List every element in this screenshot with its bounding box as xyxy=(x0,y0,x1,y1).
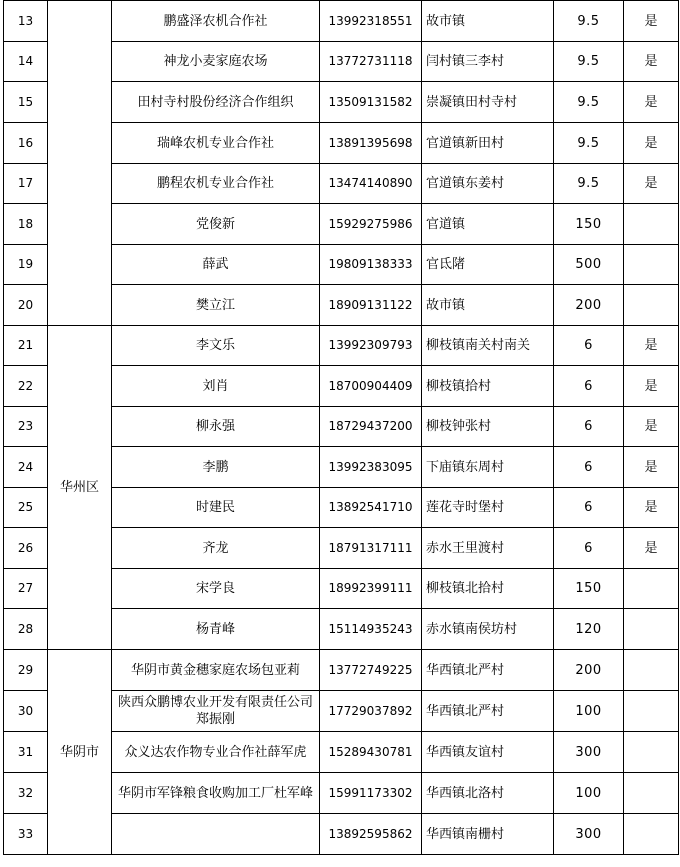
amount-cell: 150 xyxy=(554,569,624,609)
amount-cell: 9.5 xyxy=(554,1,624,42)
town-cell: 崇凝镇田村寺村 xyxy=(422,82,554,123)
town-cell: 华西镇北严村 xyxy=(422,691,554,732)
phone-cell: 13772731118 xyxy=(320,42,422,82)
town-cell: 官氐陼 xyxy=(422,245,554,285)
town-cell: 柳枝镇南关村南关 xyxy=(422,326,554,366)
name-cell: 樊立江 xyxy=(112,285,320,326)
flag-cell xyxy=(624,732,679,773)
row-number-cell: 26 xyxy=(4,528,48,569)
name-cell xyxy=(112,814,320,855)
town-cell: 赤水王里渡村 xyxy=(422,528,554,569)
flag-cell: 是 xyxy=(624,528,679,569)
amount-cell: 9.5 xyxy=(554,123,624,164)
town-cell: 华西镇南栅村 xyxy=(422,814,554,855)
name-cell: 田村寺村股份经济合作组织 xyxy=(112,82,320,123)
amount-cell: 100 xyxy=(554,773,624,814)
table-row xyxy=(4,326,679,366)
row-number-cell: 33 xyxy=(4,814,48,855)
row-number-cell: 24 xyxy=(4,447,48,488)
amount-cell: 300 xyxy=(554,814,624,855)
name-cell: 党俊新 xyxy=(112,204,320,245)
row-number-cell: 29 xyxy=(4,650,48,691)
flag-cell: 是 xyxy=(624,42,679,82)
row-number-cell: 18 xyxy=(4,204,48,245)
row-number-cell: 14 xyxy=(4,42,48,82)
name-cell: 时建民 xyxy=(112,488,320,528)
name-cell: 鹏程农机专业合作社 xyxy=(112,164,320,204)
name-cell: 齐龙 xyxy=(112,528,320,569)
amount-cell: 6 xyxy=(554,528,624,569)
area-cell: 华阴市 xyxy=(48,650,112,855)
name-cell: 李文乐 xyxy=(112,326,320,366)
name-cell: 薛武 xyxy=(112,245,320,285)
town-cell: 故市镇 xyxy=(422,1,554,42)
town-cell: 柳枝镇北拾村 xyxy=(422,569,554,609)
table-body xyxy=(4,1,679,855)
name-cell: 李鹏 xyxy=(112,447,320,488)
name-cell: 华阴市军锋粮食收购加工厂杜军峰 xyxy=(112,773,320,814)
row-number-cell: 28 xyxy=(4,609,48,650)
flag-cell: 是 xyxy=(624,82,679,123)
amount-cell: 6 xyxy=(554,407,624,447)
town-cell: 闫村镇三李村 xyxy=(422,42,554,82)
town-cell: 下庙镇东周村 xyxy=(422,447,554,488)
flag-cell xyxy=(624,204,679,245)
flag-cell xyxy=(624,609,679,650)
phone-cell: 13992383095 xyxy=(320,447,422,488)
name-cell: 鹏盛泽农机合作社 xyxy=(112,1,320,42)
town-cell: 华西镇友谊村 xyxy=(422,732,554,773)
name-cell: 陕西众鹏博农业开发有限责任公司郑振刚 xyxy=(112,691,320,732)
amount-cell: 100 xyxy=(554,691,624,732)
town-cell: 华西镇北洛村 xyxy=(422,773,554,814)
row-number-cell: 27 xyxy=(4,569,48,609)
phone-cell: 13992309793 xyxy=(320,326,422,366)
phone-cell: 13509131582 xyxy=(320,82,422,123)
name-cell: 柳永强 xyxy=(112,407,320,447)
phone-cell: 15929275986 xyxy=(320,204,422,245)
flag-cell xyxy=(624,245,679,285)
amount-cell: 6 xyxy=(554,488,624,528)
name-cell: 神龙小麦家庭农场 xyxy=(112,42,320,82)
phone-cell: 18791317111 xyxy=(320,528,422,569)
phone-cell: 15289430781 xyxy=(320,732,422,773)
flag-cell: 是 xyxy=(624,447,679,488)
phone-cell: 17729037892 xyxy=(320,691,422,732)
amount-cell: 9.5 xyxy=(554,42,624,82)
amount-cell: 120 xyxy=(554,609,624,650)
phone-cell: 15114935243 xyxy=(320,609,422,650)
phone-cell: 18909131122 xyxy=(320,285,422,326)
name-cell: 刘肖 xyxy=(112,366,320,407)
phone-cell: 13474140890 xyxy=(320,164,422,204)
town-cell: 故市镇 xyxy=(422,285,554,326)
phone-cell: 18700904409 xyxy=(320,366,422,407)
phone-cell: 18992399111 xyxy=(320,569,422,609)
town-cell: 官道镇 xyxy=(422,204,554,245)
amount-cell: 6 xyxy=(554,447,624,488)
town-cell: 官道镇新田村 xyxy=(422,123,554,164)
row-number-cell: 32 xyxy=(4,773,48,814)
amount-cell: 200 xyxy=(554,285,624,326)
phone-cell: 13772749225 xyxy=(320,650,422,691)
amount-cell: 200 xyxy=(554,650,624,691)
name-cell: 瑞峰农机专业合作社 xyxy=(112,123,320,164)
flag-cell xyxy=(624,691,679,732)
row-number-cell: 31 xyxy=(4,732,48,773)
table-row xyxy=(4,650,679,691)
flag-cell xyxy=(624,814,679,855)
flag-cell: 是 xyxy=(624,488,679,528)
row-number-cell: 30 xyxy=(4,691,48,732)
amount-cell: 6 xyxy=(554,366,624,407)
name-cell: 众义达农作物专业合作社薛军虎 xyxy=(112,732,320,773)
amount-cell: 6 xyxy=(554,326,624,366)
phone-cell: 13891395698 xyxy=(320,123,422,164)
town-cell: 柳枝镇拾村 xyxy=(422,366,554,407)
amount-cell: 9.5 xyxy=(554,82,624,123)
phone-cell: 13892541710 xyxy=(320,488,422,528)
town-cell: 华西镇北严村 xyxy=(422,650,554,691)
row-number-cell: 20 xyxy=(4,285,48,326)
flag-cell xyxy=(624,285,679,326)
flag-cell xyxy=(624,773,679,814)
flag-cell: 是 xyxy=(624,1,679,42)
name-cell: 华阴市黄金穗家庭农场包亚莉 xyxy=(112,650,320,691)
town-cell: 赤水镇南侯坊村 xyxy=(422,609,554,650)
row-number-cell: 15 xyxy=(4,82,48,123)
flag-cell: 是 xyxy=(624,326,679,366)
row-number-cell: 16 xyxy=(4,123,48,164)
phone-cell: 13892595862 xyxy=(320,814,422,855)
data-table xyxy=(3,0,679,855)
amount-cell: 300 xyxy=(554,732,624,773)
town-cell: 官道镇东姜村 xyxy=(422,164,554,204)
row-number-cell: 19 xyxy=(4,245,48,285)
name-cell: 宋学良 xyxy=(112,569,320,609)
flag-cell: 是 xyxy=(624,407,679,447)
flag-cell xyxy=(624,569,679,609)
amount-cell: 150 xyxy=(554,204,624,245)
table-row xyxy=(4,1,679,42)
name-cell: 杨青峰 xyxy=(112,609,320,650)
phone-cell: 13992318551 xyxy=(320,1,422,42)
row-number-cell: 22 xyxy=(4,366,48,407)
row-number-cell: 13 xyxy=(4,1,48,42)
phone-cell: 18729437200 xyxy=(320,407,422,447)
town-cell: 柳枝钟张村 xyxy=(422,407,554,447)
flag-cell: 是 xyxy=(624,123,679,164)
town-cell: 莲花寺时堡村 xyxy=(422,488,554,528)
phone-cell: 15991173302 xyxy=(320,773,422,814)
phone-cell: 19809138333 xyxy=(320,245,422,285)
row-number-cell: 25 xyxy=(4,488,48,528)
area-cell: 华州区 xyxy=(48,326,112,650)
flag-cell: 是 xyxy=(624,164,679,204)
row-number-cell: 17 xyxy=(4,164,48,204)
area-cell xyxy=(48,1,112,326)
flag-cell xyxy=(624,650,679,691)
row-number-cell: 23 xyxy=(4,407,48,447)
row-number-cell: 21 xyxy=(4,326,48,366)
flag-cell: 是 xyxy=(624,366,679,407)
amount-cell: 9.5 xyxy=(554,164,624,204)
amount-cell: 500 xyxy=(554,245,624,285)
